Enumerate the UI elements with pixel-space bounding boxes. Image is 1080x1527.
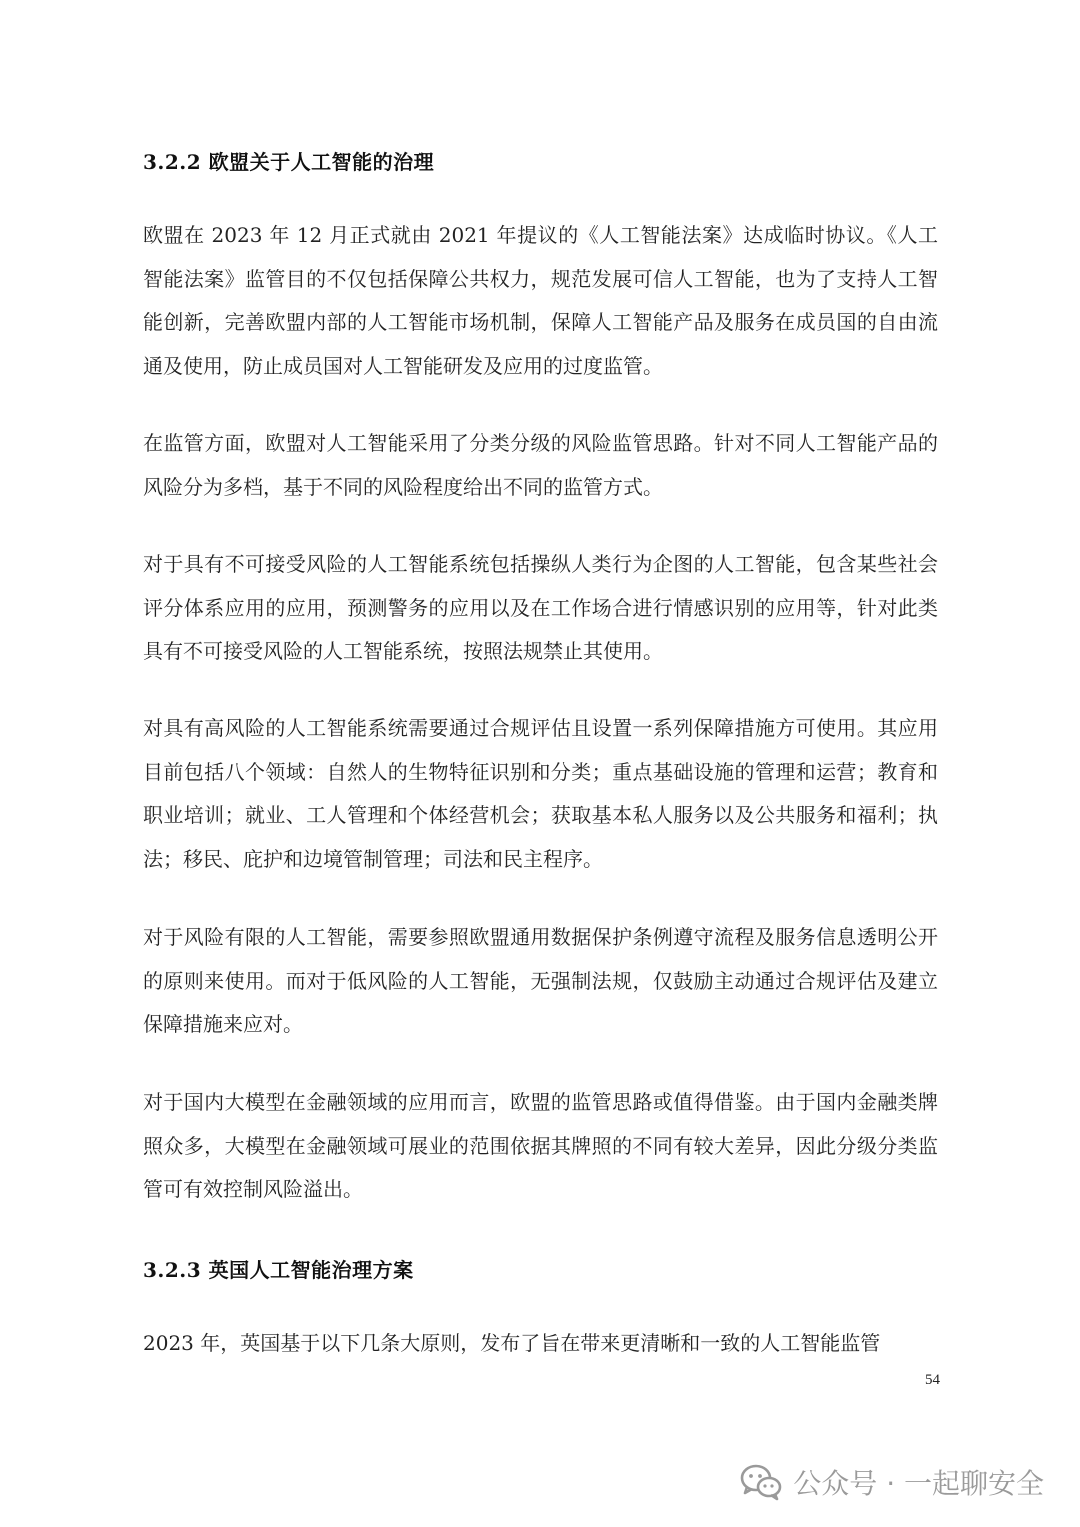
paragraph-domestic-application: 对于国内大模型在金融领域的应用而言，欧盟的监管思路或值得借鉴。由于国内金融类牌照众多，大模型在金融领域可展业的范围依据其牌照的不同有较大差异，因此分级分类监管可有效控制风险溢出。 (143, 1090, 938, 1201)
paragraph-eu-risk-approach: 在监管方面，欧盟对人工智能采用了分类分级的风险监管思路。针对不同人工智能产品的风险分为多档，基于不同的风险程度给出不同的监管方式。 (143, 431, 938, 499)
paragraph-high-risk: 对具有高风险的人工智能系统需要通过合规评估且设置一系列保障措施方可使用。其应用目前包括八个领域：自然人的生物特征识别和分类；重点基础设施的管理和运营；教育和职业培训；就业、工人管理和个体经营机会；获取基本私人服务以及公共服务和福利；执法；移民、庇护和边境管制管理；司法和民主程序。 (143, 716, 938, 871)
paragraph-eu-ai-act: 欧盟在 2023 年 12 月正式就由 2021 年提议的《人工智能法案》达成临时协议。《人工智能法案》监管目的不仅包括保障公共权力，规范发展可信人工智能，也为了支持人工智能创新，完善欧盟内部的人工智能市场机制，保障人工智能产品及服务在成员国的自由流通及使用，防止成员国对人工智能研发及应用的过度监管。 (143, 223, 938, 378)
wechat-icon (739, 1462, 783, 1502)
page-number: 54 (925, 1372, 940, 1388)
watermark-text: 公众号 · 一起聊安全 (793, 1467, 1044, 1500)
paragraph-unacceptable-risk: 对于具有不可接受风险的人工智能系统包括操纵人类行为企图的人工智能，包含某些社会评分体系应用的应用，预测警务的应用以及在工作场合进行情感识别的应用等，针对此类具有不可接受风险的人工智能系统，按照法规禁止其使用。 (143, 552, 938, 663)
paragraph-limited-risk: 对于风险有限的人工智能，需要参照欧盟通用数据保护条例遵守流程及服务信息透明公开的原则来使用。而对于低风险的人工智能，无强制法规，仅鼓励主动通过合规评估及建立保障措施来应对。 (143, 925, 938, 1036)
section-heading-3-2-3: 3.2.3 英国人工智能治理方案 (143, 1258, 414, 1282)
section-heading-3-2-2: 3.2.2 欧盟关于人工智能的治理 (143, 150, 435, 174)
watermark (739, 1460, 1044, 1504)
paragraph-uk-intro: 2023 年，英国基于以下几条大原则，发布了旨在带来更清晰和一致的人工智能监管 (143, 1331, 881, 1355)
